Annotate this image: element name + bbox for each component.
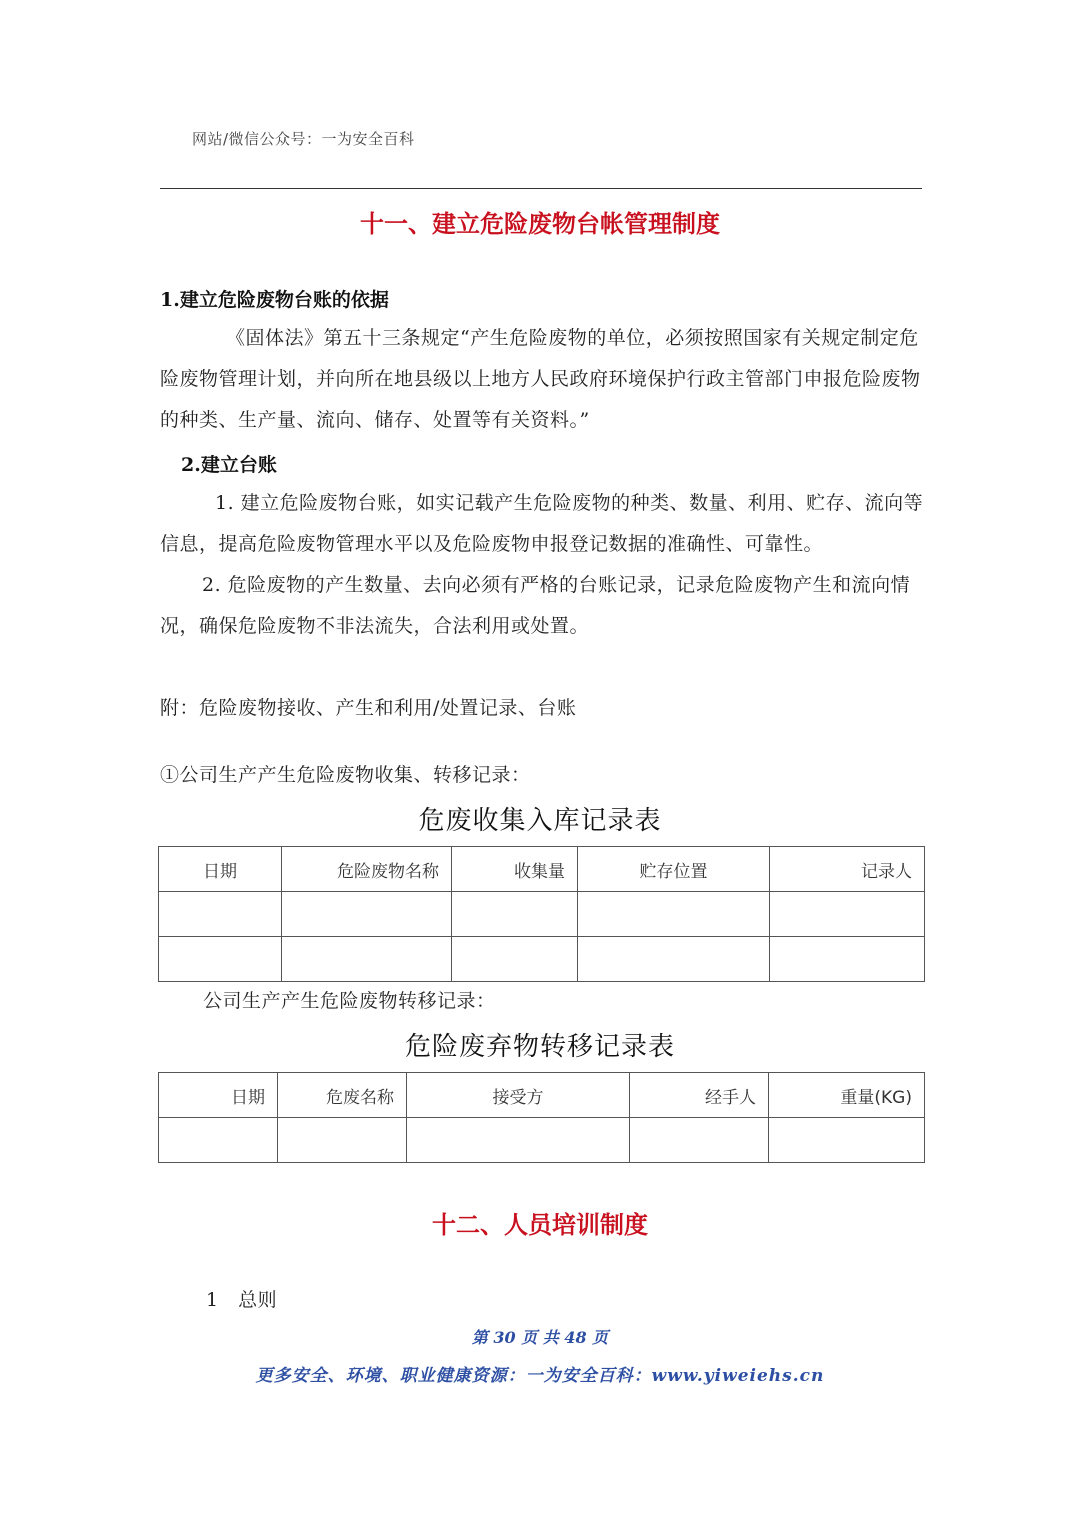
table-cell[interactable] — [452, 892, 578, 937]
table-header-row — [159, 1073, 925, 1118]
appendix-line: 附：危险废物接收、产生和利用/处置记录、台账 — [160, 697, 577, 719]
table-row — [159, 892, 925, 937]
table-cell[interactable] — [159, 937, 282, 982]
table-row — [159, 1118, 925, 1163]
section-11-title: 十一、建立危险废物台帐管理制度 — [360, 210, 720, 238]
header-cell-recorder: 记录人 — [770, 847, 925, 892]
footer-promo-link[interactable]: 更多安全、环境、职业健康资源：一为安全百科：www.yiweiehs.cn — [255, 1366, 825, 1386]
table-cell[interactable] — [407, 1118, 630, 1163]
table-cell[interactable] — [159, 1118, 278, 1163]
subheading-ledger: 2.建立台账 — [181, 454, 277, 476]
header-cell-quantity: 收集量 — [452, 847, 578, 892]
table-cell[interactable] — [630, 1118, 769, 1163]
header-cell-waste-name: 危险废物名称 — [282, 847, 452, 892]
section-12-title: 十二、人员培训制度 — [432, 1211, 648, 1239]
table-row — [159, 937, 925, 982]
table-cell[interactable] — [278, 1118, 407, 1163]
header-cell-receiver: 接受方 — [407, 1073, 630, 1118]
paragraph-basis — [160, 318, 925, 441]
header-site-text: 网站/微信公众号：一为安全百科 — [192, 130, 415, 148]
table-cell[interactable] — [159, 892, 282, 937]
paragraph-basis-text: 《固体法》第五十三条规定“产生危险废物的单位，必须按照国家有关规定制定危险废物管理计划，并向所在地县级以上地方人民政府环境保护行政主管部门申报危险废物的种类、生产量、流向、储存、处置等有关资料。” — [160, 327, 921, 431]
table-1-title: 危废收集入库记录表 — [418, 806, 662, 836]
header-cell-storage: 贮存位置 — [578, 847, 770, 892]
table-cell[interactable] — [282, 892, 452, 937]
paragraph-item-1-text: 1. 建立危险废物台账，如实记载产生危险废物的种类、数量、利用、贮存、流向等信息，提高危险废物管理水平以及危险废物申报登记数据的准确性、可靠性。 — [160, 492, 924, 555]
subheading-basis: 1.建立危险废物台账的依据 — [160, 289, 389, 311]
table-cell[interactable] — [770, 892, 925, 937]
header-cell-date: 日期 — [159, 847, 282, 892]
table-cell[interactable] — [770, 937, 925, 982]
paragraph-item-2-text: 2. 危险废物的产生数量、去向必须有严格的台账记录，记录危险废物产生和流向情况，确保危险废物不非法流失，合法利用或处置。 — [160, 574, 911, 637]
header-cell-weight: 重量(KG) — [769, 1073, 925, 1118]
general-heading: 1 总则 — [206, 1289, 278, 1311]
collection-record-table — [158, 846, 925, 982]
paragraph-item-1 — [160, 483, 925, 565]
transfer-record-table — [158, 1072, 925, 1163]
page-number: 第 30 页 共 48 页 — [471, 1328, 609, 1347]
header-cell-waste-name: 危废名称 — [278, 1073, 407, 1118]
record-1-line: ①公司生产产生危险废物收集、转移记录： — [160, 764, 531, 786]
table-cell[interactable] — [282, 937, 452, 982]
header-cell-date: 日期 — [159, 1073, 278, 1118]
header-divider — [160, 188, 922, 189]
table-cell[interactable] — [452, 937, 578, 982]
table-cell[interactable] — [578, 892, 770, 937]
header-cell-handler: 经手人 — [630, 1073, 769, 1118]
table-header-row — [159, 847, 925, 892]
record-2-line: 公司生产产生危险废物转移记录： — [203, 990, 496, 1012]
table-cell[interactable] — [578, 937, 770, 982]
table-cell[interactable] — [769, 1118, 925, 1163]
paragraph-item-2 — [160, 565, 925, 647]
table-2-title: 危险废弃物转移记录表 — [404, 1032, 675, 1062]
